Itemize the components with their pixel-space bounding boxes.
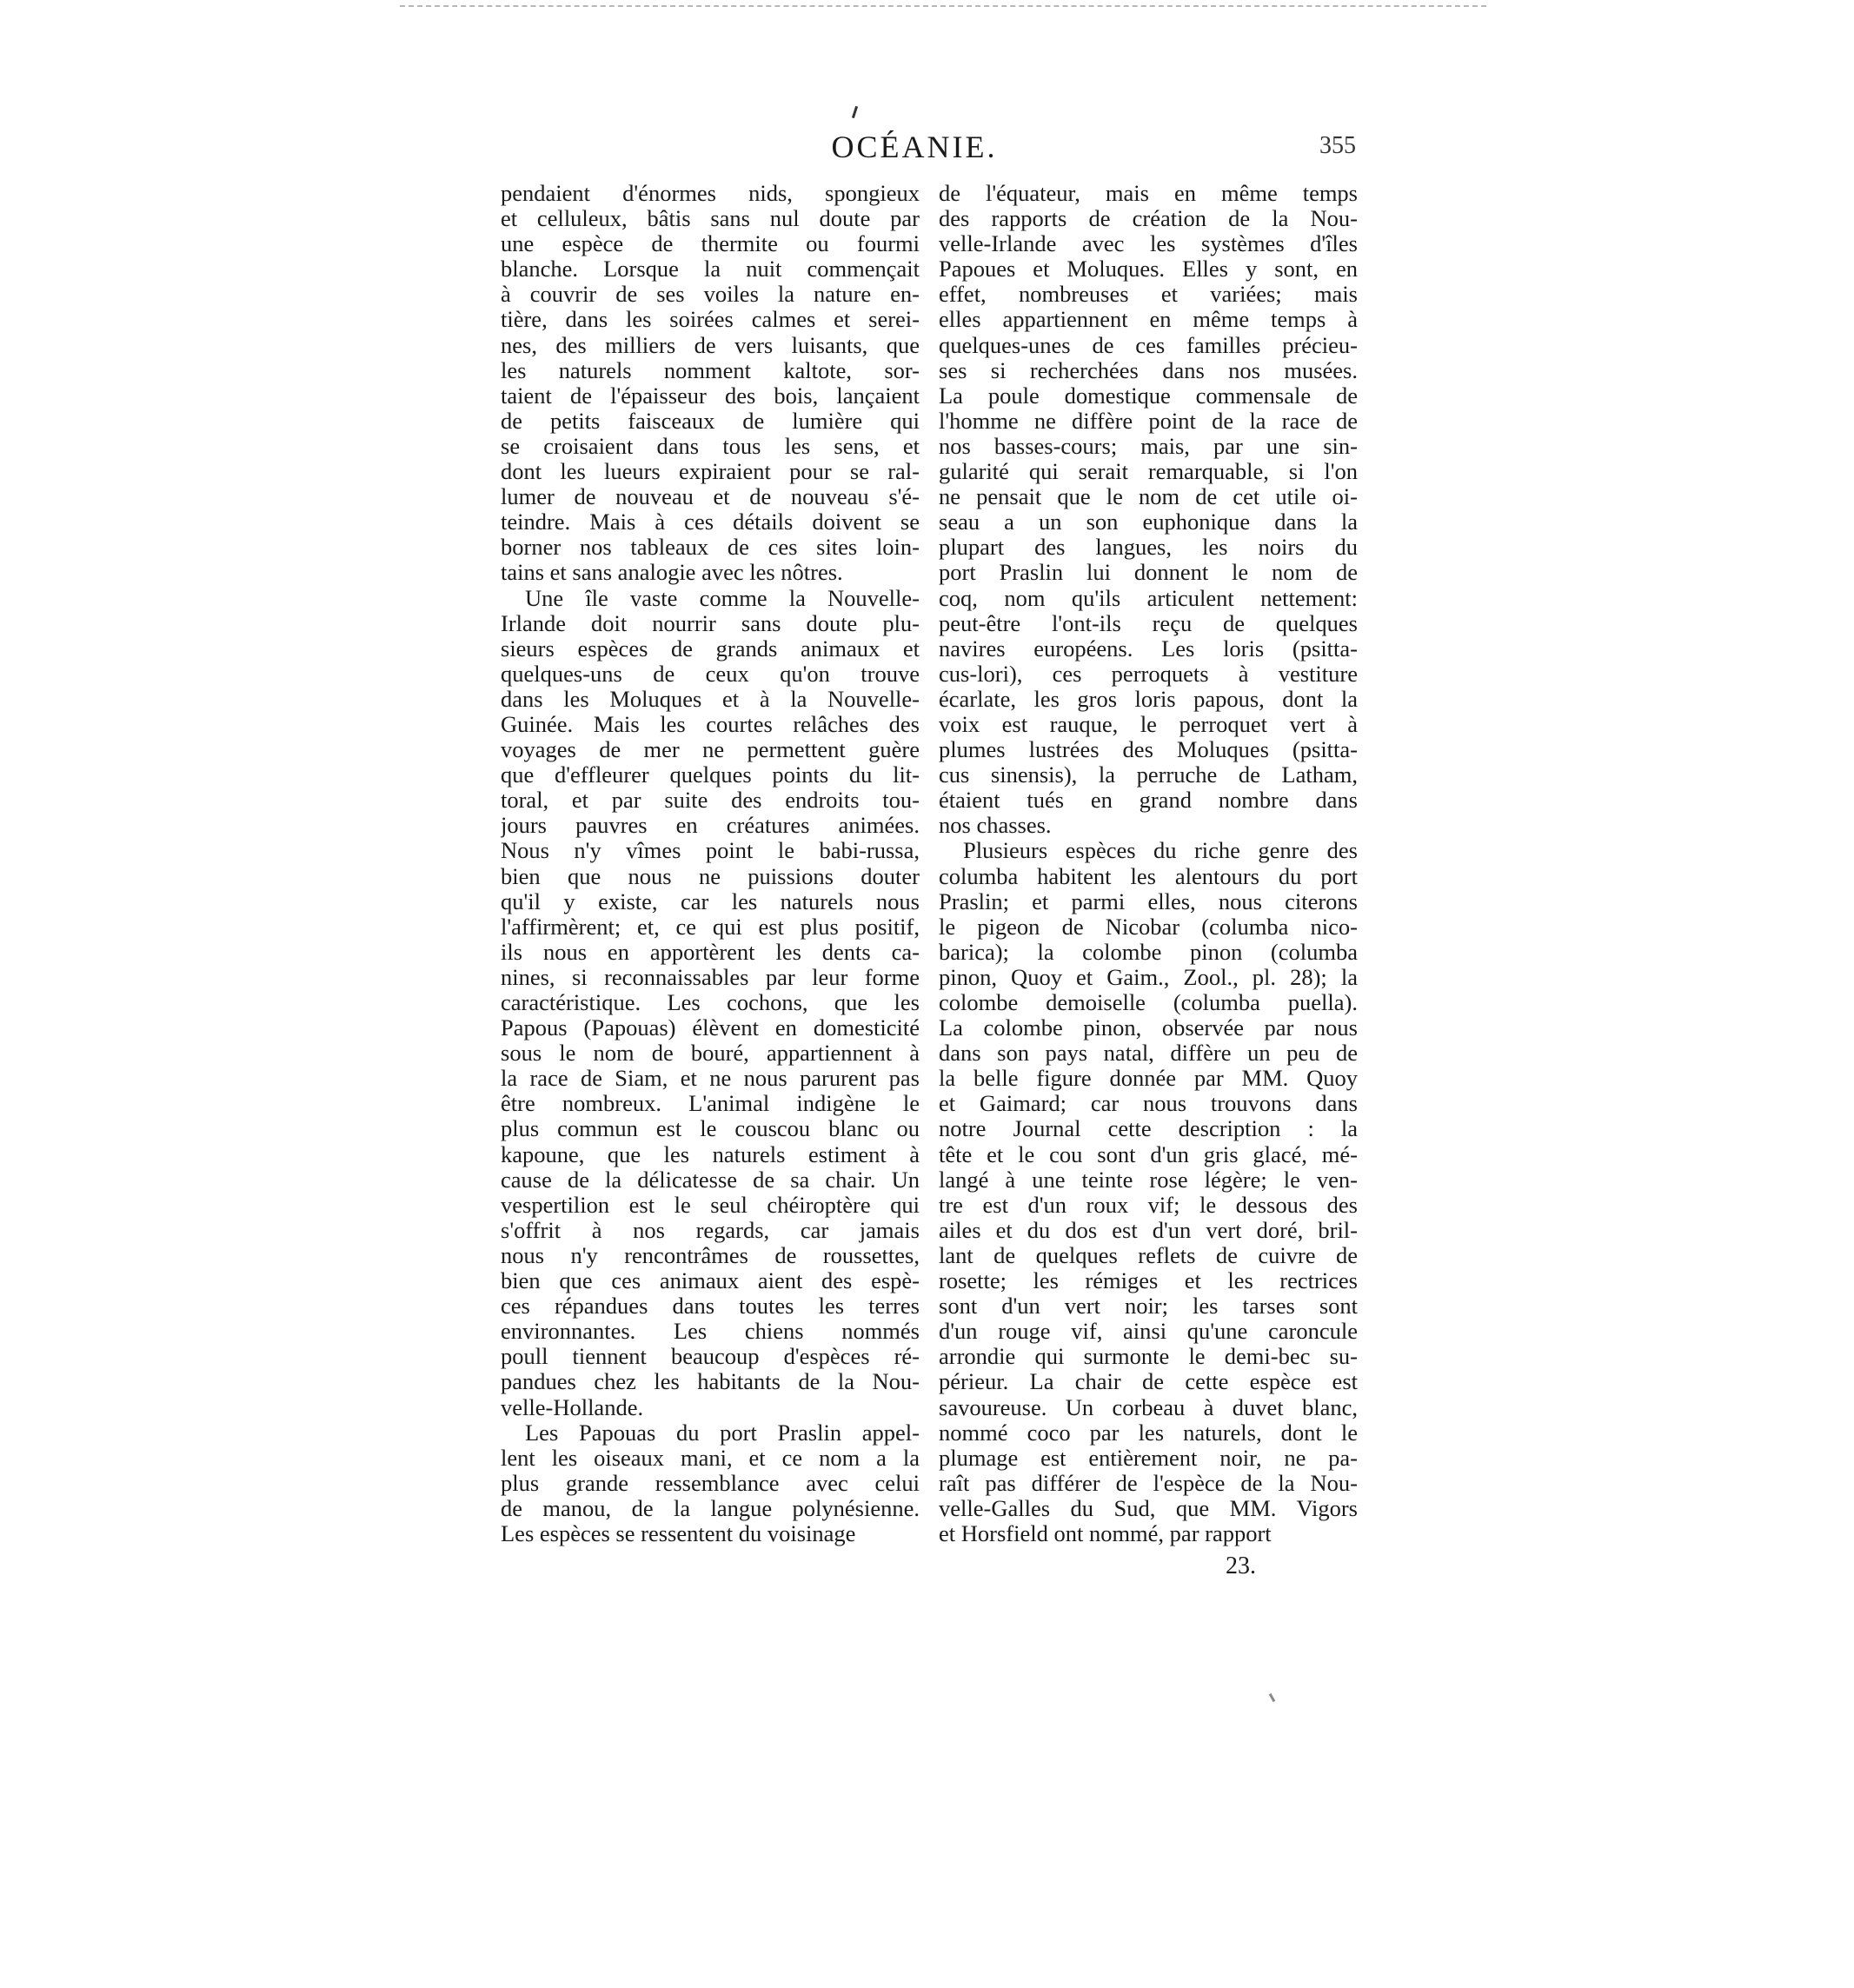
- text-line: peut-être l'ont-ils reçu de quelques: [939, 610, 1358, 636]
- text-line: lumer de nouveau et de nouveau s'é-: [501, 484, 920, 510]
- text-line: elles appartiennent en même temps à: [939, 307, 1358, 333]
- text-line: pinon, Quoy et Gaim., Zool., pl. 28); la: [939, 964, 1358, 990]
- text-line: Guinée. Mais les courtes relâches des: [501, 711, 920, 737]
- text-line: seau a un son euphonique dans la: [939, 509, 1358, 535]
- text-line: velle-Hollande.: [501, 1394, 644, 1420]
- text-line: les naturels nomment kaltote, sor-: [501, 357, 920, 383]
- text-line: la race de Siam, et ne nous parurent pas: [501, 1066, 920, 1092]
- text-line: Nous n'y vîmes point le babi-russa,: [501, 838, 920, 864]
- text-line: ces répandues dans toutes les terres: [501, 1293, 920, 1320]
- text-line: teindre. Mais à ces détails doivent se: [501, 509, 920, 535]
- text-line: dans son pays natal, diffère un peu de: [939, 1041, 1358, 1067]
- text-line: nous n'y rencontrâmes de roussettes,: [501, 1242, 920, 1268]
- text-line: nos chasses.: [939, 813, 1052, 839]
- text-line: être nombreux. L'animal indigène le: [501, 1091, 920, 1117]
- text-line: arrondie qui surmonte le demi-bec su-: [939, 1344, 1358, 1370]
- text-line: effet, nombreuses et variées; mais: [939, 282, 1358, 308]
- text-line: dans les Moluques et à la Nouvelle-: [501, 686, 920, 712]
- text-line: le pigeon de Nicobar (columba nico-: [939, 914, 1358, 940]
- text-line: Plusieurs espèces du riche genre des: [963, 838, 1358, 864]
- text-line: coq, nom qu'ils articulent nettement:: [939, 585, 1358, 611]
- text-line: taient de l'épaisseur des bois, lançaient: [501, 382, 920, 409]
- text-line: La poule domestique commensale de: [939, 382, 1358, 409]
- scan-mark: [852, 106, 858, 118]
- text-line: voix est rauque, le perroquet vert à: [939, 711, 1358, 737]
- text-line: ils nous en apportèrent les dents ca-: [501, 939, 920, 965]
- scan-speck: [1269, 1693, 1276, 1702]
- text-line: port Praslin lui donnent le nom de: [939, 560, 1358, 586]
- text-line: nos basses-cours; mais, par une sin-: [939, 433, 1358, 459]
- page-title: OCÉANIE.: [831, 130, 998, 164]
- text-line: d'un rouge vif, ainsi qu'une caroncule: [939, 1319, 1358, 1345]
- text-line: des rapports de création de la Nou-: [939, 206, 1358, 232]
- text-line: étaient tués en grand nombre dans: [939, 788, 1358, 814]
- text-line: sieurs espèces de grands animaux et: [501, 635, 920, 662]
- text-line: l'affirmèrent; et, ce qui est plus positif,: [501, 914, 920, 940]
- text-line: plumage est entièrement noir, ne pa-: [939, 1445, 1358, 1471]
- text-line: que d'effleurer quelques points du lit-: [501, 762, 920, 788]
- text-line: columba habitent les alentours du port: [939, 863, 1358, 889]
- text-line: de petits faisceaux de lumière qui: [501, 408, 920, 434]
- text-line: l'homme ne diffère point de la race de: [939, 408, 1358, 434]
- text-line: notre Journal cette description : la: [939, 1116, 1358, 1142]
- text-line: une espèce de thermite ou fourmi: [501, 231, 920, 257]
- text-line: s'offrit à nos regards, car jamais: [501, 1217, 920, 1243]
- text-line: ailes et du dos est d'un vert doré, bril-: [939, 1217, 1358, 1243]
- text-line: savoureuse. Un corbeau à duvet blanc,: [939, 1394, 1358, 1420]
- text-line: Papoues et Moluques. Elles y sont, en: [939, 256, 1358, 283]
- text-line: navires européens. Les loris (psitta-: [939, 635, 1358, 662]
- text-line: plumes lustrées des Moluques (psitta-: [939, 737, 1358, 763]
- text-line: velle-Irlande avec les systèmes d'îles: [939, 231, 1358, 257]
- signature-mark: 23.: [1226, 1553, 1256, 1579]
- text-line: Irlande doit nourrir sans doute plu-: [501, 610, 920, 636]
- text-line: de l'équateur, mais en même temps: [939, 181, 1358, 206]
- text-line: tains et sans analogie avec les nôtres.: [501, 560, 843, 586]
- text-line: dont les lueurs expiraient pour se ral-: [501, 459, 920, 485]
- text-line: plupart des langues, les noirs du: [939, 535, 1358, 561]
- text-line: poull tiennent beaucoup d'espèces ré-: [501, 1344, 920, 1370]
- text-line: lant de quelques reflets de cuivre de: [939, 1242, 1358, 1268]
- text-line: et Horsfield ont nommé, par rapport: [939, 1520, 1272, 1546]
- text-line: vespertilion est le seul chéiroptère qui: [501, 1192, 920, 1218]
- text-line: lent les oiseaux mani, et ce nom a la: [501, 1445, 920, 1471]
- page-number: 355: [1319, 132, 1356, 159]
- text-line: quelques-unes de ces familles précieu-: [939, 332, 1358, 358]
- text-line: Une île vaste comme la Nouvelle-: [525, 585, 920, 611]
- text-line: Praslin; et parmi elles, nous citerons: [939, 888, 1358, 914]
- text-line: sont d'un vert noir; les tarses sont: [939, 1293, 1358, 1320]
- text-line: caractéristique. Les cochons, que les: [501, 990, 920, 1015]
- text-line: voyages de mer ne permettent guère: [501, 737, 920, 763]
- scan-edge-artifact: [400, 5, 1486, 16]
- text-line: plus commun est le couscou blanc ou: [501, 1116, 920, 1142]
- text-line: qu'il y existe, car les naturels nous: [501, 888, 920, 914]
- text-line: bien que nous ne puissions douter: [501, 863, 920, 889]
- text-line: gularité qui serait remarquable, si l'on: [939, 459, 1358, 485]
- right-text-column: [939, 181, 1358, 1546]
- text-line: Les Papouas du port Praslin appel-: [525, 1420, 920, 1446]
- left-text-column: [501, 181, 920, 1546]
- text-line: quelques-uns de ceux qu'on trouve: [501, 661, 920, 687]
- text-line: plus grande ressemblance avec celui: [501, 1470, 920, 1496]
- text-line: langé à une teinte rose légère; le ven-: [939, 1167, 1358, 1193]
- text-line: raît pas différer de l'espèce de la Nou-: [939, 1470, 1358, 1496]
- text-line: environnantes. Les chiens nommés: [501, 1319, 920, 1345]
- text-line: cus sinensis), la perruche de Latham,: [939, 762, 1358, 788]
- text-line: sous le nom de bouré, appartiennent à: [501, 1041, 920, 1067]
- text-line: tête et le cou sont d'un gris glacé, mé-: [939, 1141, 1358, 1167]
- text-line: jours pauvres en créatures animées.: [501, 813, 920, 839]
- text-line: blanche. Lorsque la nuit commençait: [501, 256, 920, 283]
- text-line: nines, si reconnaissables par leur forme: [501, 964, 920, 990]
- text-line: écarlate, les gros loris papous, dont la: [939, 686, 1358, 712]
- text-line: cause de la délicatesse de sa chair. Un: [501, 1167, 920, 1193]
- text-line: périeur. La chair de cette espèce est: [939, 1369, 1358, 1395]
- text-line: bien que ces animaux aient des espè-: [501, 1268, 920, 1294]
- text-line: nommé coco par les naturels, dont le: [939, 1420, 1358, 1446]
- text-line: ne pensait que le nom de cet utile oi-: [939, 484, 1358, 510]
- text-line: rosette; les rémiges et les rectrices: [939, 1268, 1358, 1294]
- text-line: ses si recherchées dans nos musées.: [939, 357, 1358, 383]
- text-line: à couvrir de ses voiles la nature en-: [501, 282, 920, 308]
- text-line: toral, et par suite des endroits tou-: [501, 788, 920, 814]
- text-line: tière, dans les soirées calmes et serei-: [501, 307, 920, 333]
- text-line: cus-lori), ces perroquets à vestiture: [939, 661, 1358, 687]
- text-line: et celluleux, bâtis sans nul doute par: [501, 206, 920, 232]
- text-line: La colombe pinon, observée par nous: [939, 1015, 1358, 1041]
- text-line: pandues chez les habitants de la Nou-: [501, 1369, 920, 1395]
- text-line: barica); la colombe pinon (columba: [939, 939, 1358, 965]
- text-line: nes, des milliers de vers luisants, que: [501, 332, 920, 358]
- text-line: pendaient d'énormes nids, spongieux: [501, 181, 920, 206]
- text-line: Les espèces se ressentent du voisinage: [501, 1520, 856, 1546]
- text-line: se croisaient dans tous les sens, et: [501, 433, 920, 459]
- text-line: kapoune, que les naturels estiment à: [501, 1141, 920, 1167]
- text-line: borner nos tableaux de ces sites loin-: [501, 535, 920, 561]
- text-line: colombe demoiselle (columba puella).: [939, 990, 1358, 1015]
- text-line: Papous (Papouas) élèvent en domesticité: [501, 1015, 920, 1041]
- text-line: velle-Galles du Sud, que MM. Vigors: [939, 1495, 1358, 1521]
- text-line: de manou, de la langue polynésienne.: [501, 1495, 920, 1521]
- text-line: tre est d'un roux vif; le dessous des: [939, 1192, 1358, 1218]
- text-line: la belle figure donnée par MM. Quoy: [939, 1066, 1358, 1092]
- text-line: et Gaimard; car nous trouvons dans: [939, 1091, 1358, 1117]
